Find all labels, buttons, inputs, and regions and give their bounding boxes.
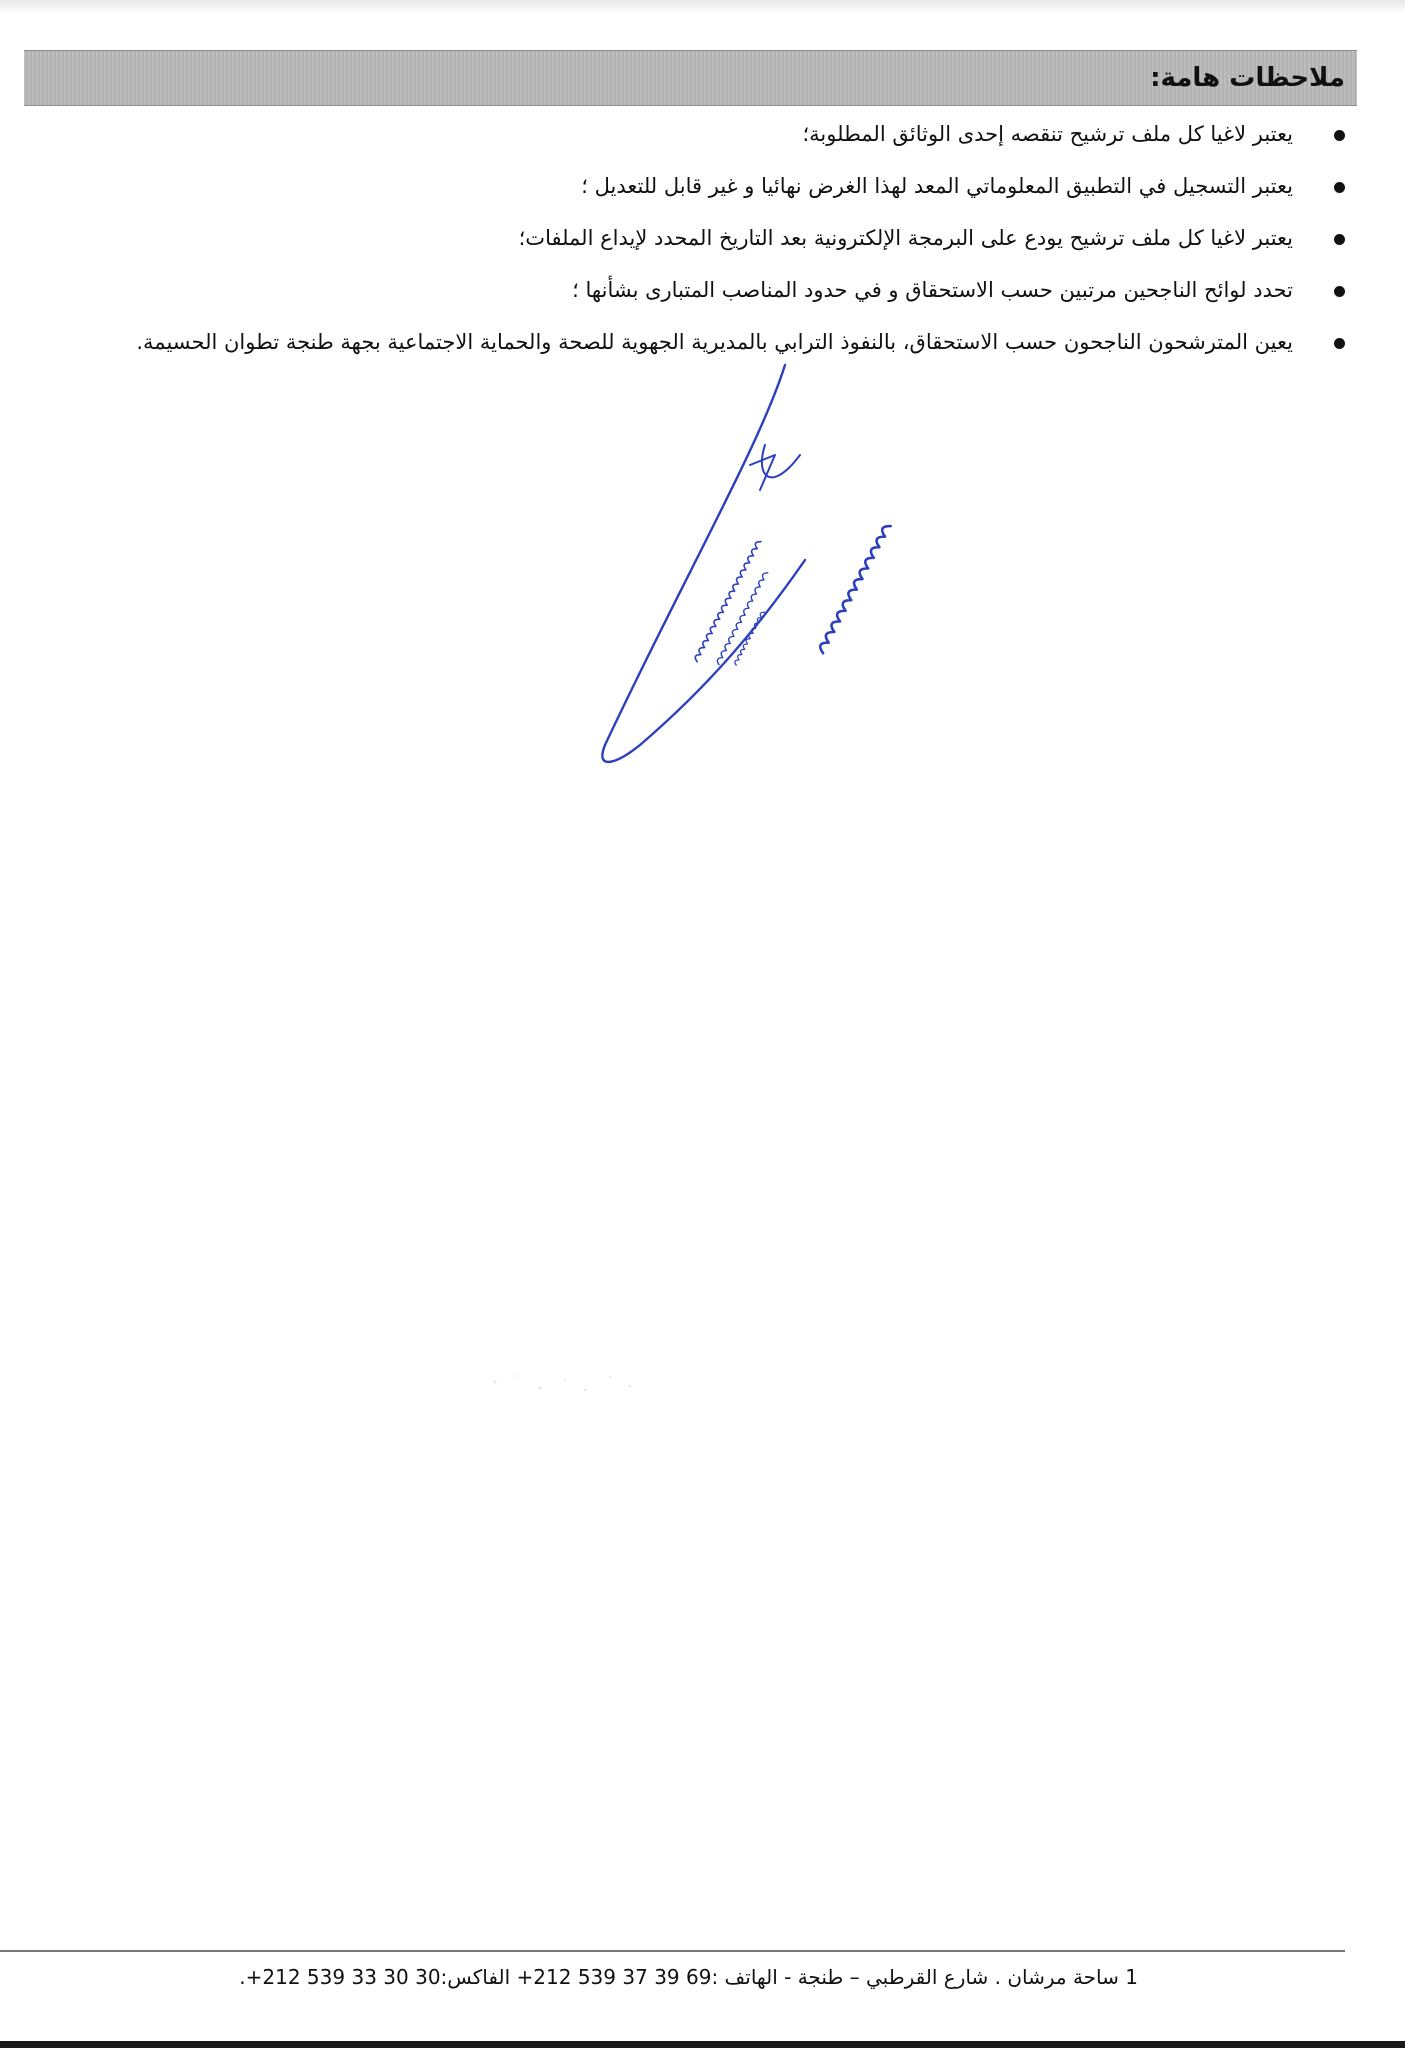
note-text: تحدد لوائح الناجحين مرتبين حسب الاستحقاق و في حدود المناصب المتبارى بشأنها ؛	[572, 278, 1293, 302]
notes-header-title: ملاحظات هامة:	[1150, 63, 1345, 93]
bullet-icon	[1334, 234, 1345, 245]
notes-header-bar	[24, 50, 1357, 106]
note-item	[45, 216, 1345, 260]
footer-divider	[0, 1950, 1345, 1952]
scan-speck	[485, 1368, 645, 1402]
note-item	[45, 268, 1345, 312]
bullet-icon	[1334, 338, 1345, 349]
note-item	[45, 164, 1345, 208]
note-text: يعين المترشحون الناجحون حسب الاستحقاق، بالنفوذ الترابي بالمديرية الجهوية للصحة والحماية الاجتماعية بجهة طنجة تطوان الحسيمة.	[136, 330, 1293, 354]
signature-stamp	[560, 325, 900, 765]
bullet-icon	[1334, 130, 1345, 141]
signature-stamp-drawing	[560, 325, 900, 765]
scan-bottom-band	[0, 2041, 1405, 2048]
scan-top-shadow	[0, 0, 1405, 14]
bullet-icon	[1334, 286, 1345, 297]
note-text: يعتبر التسجيل في التطبيق المعلوماتي المعد لهذا الغرض نهائيا و غير قابل للتعديل ؛	[581, 174, 1293, 198]
note-text: يعتبر لاغيا كل ملف ترشيح يودع على البرمجة الإلكترونية بعد التاريخ المحدد لإيداع الملفات؛	[518, 226, 1293, 250]
note-text: يعتبر لاغيا كل ملف ترشيح تنقصه إحدى الوثائق المطلوبة؛	[802, 122, 1293, 146]
note-item	[45, 112, 1345, 156]
bullet-icon	[1334, 182, 1345, 193]
footer-address: 1 ساحة مرشان . شارع القرطبي – طنجة - الهاتف :69 39 37 539 212+ الفاكس:30 30 33 539 212+.	[239, 1965, 1138, 1989]
